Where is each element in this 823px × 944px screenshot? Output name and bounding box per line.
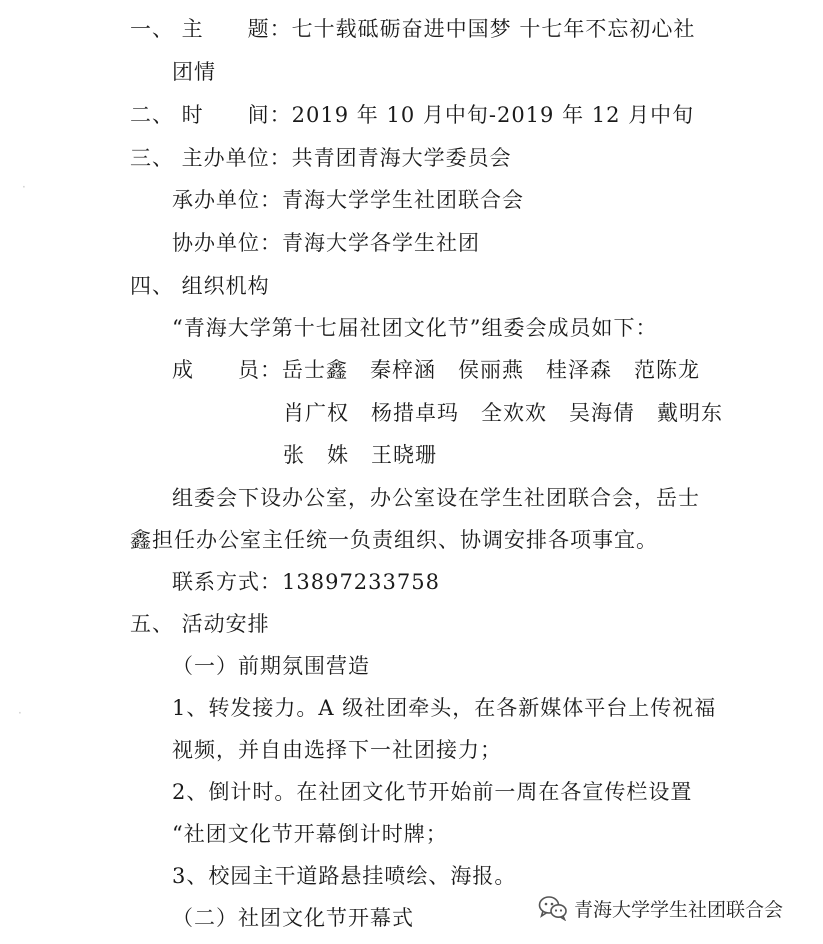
doc-line: （一）前期氛围营造 xyxy=(172,654,370,678)
doc-line: 鑫担任办公室主任统一负责组织、协调安排各项事宜。 xyxy=(130,528,658,552)
watermark xyxy=(538,893,783,923)
doc-line: 联系方式：13897233758 xyxy=(172,570,440,594)
doc-line: 协办单位：青海大学各学生社团 xyxy=(172,231,480,255)
doc-line: （二）社团文化节开幕式 xyxy=(172,906,414,930)
doc-line: 肖广权 杨措卓玛 全欢欢 吴海倩 戴明东 xyxy=(283,401,723,425)
doc-line: 四、 组织机构 xyxy=(130,274,270,298)
doc-line: 一、 主 题：七十载砥砺奋进中国梦 十七年不忘初心社 xyxy=(130,17,696,41)
doc-line: “社团文化节开幕倒计时牌； xyxy=(172,822,448,846)
doc-line: 三、 主办单位：共青团青海大学委员会 xyxy=(130,146,512,170)
wechat-icon xyxy=(538,895,568,921)
doc-line: 承办单位：青海大学学生社团联合会 xyxy=(172,188,524,212)
doc-line: 视频，并自由选择下一社团接力； xyxy=(172,738,502,762)
doc-line: 张 姝 王晓珊 xyxy=(283,443,437,467)
doc-line: 成 员：岳士鑫 秦梓涵 侯丽燕 桂泽森 范陈龙 xyxy=(172,358,700,382)
watermark-text: 青海大学学生社团联合会 xyxy=(574,898,784,921)
doc-line: “青海大学第十七届社团文化节”组委会成员如下： xyxy=(172,316,658,340)
scan-speck: · xyxy=(22,180,26,194)
doc-line: 团情 xyxy=(172,60,216,84)
doc-line: 五、 活动安排 xyxy=(130,612,270,636)
scan-speck: · xyxy=(18,706,22,720)
doc-line: 1、转发接力。A 级社团牵头，在各新媒体平台上传祝福 xyxy=(172,696,717,720)
doc-line: 3、校园主干道路悬挂喷绘、海报。 xyxy=(172,864,517,888)
doc-line: 二、 时 间：2019 年 10 月中旬-2019 年 12 月中旬 xyxy=(130,103,695,127)
doc-line: 组委会下设办公室，办公室设在学生社团联合会，岳士 xyxy=(172,486,700,510)
doc-line: 2、倒计时。在社团文化节开始前一周在各宣传栏设置 xyxy=(172,780,693,804)
